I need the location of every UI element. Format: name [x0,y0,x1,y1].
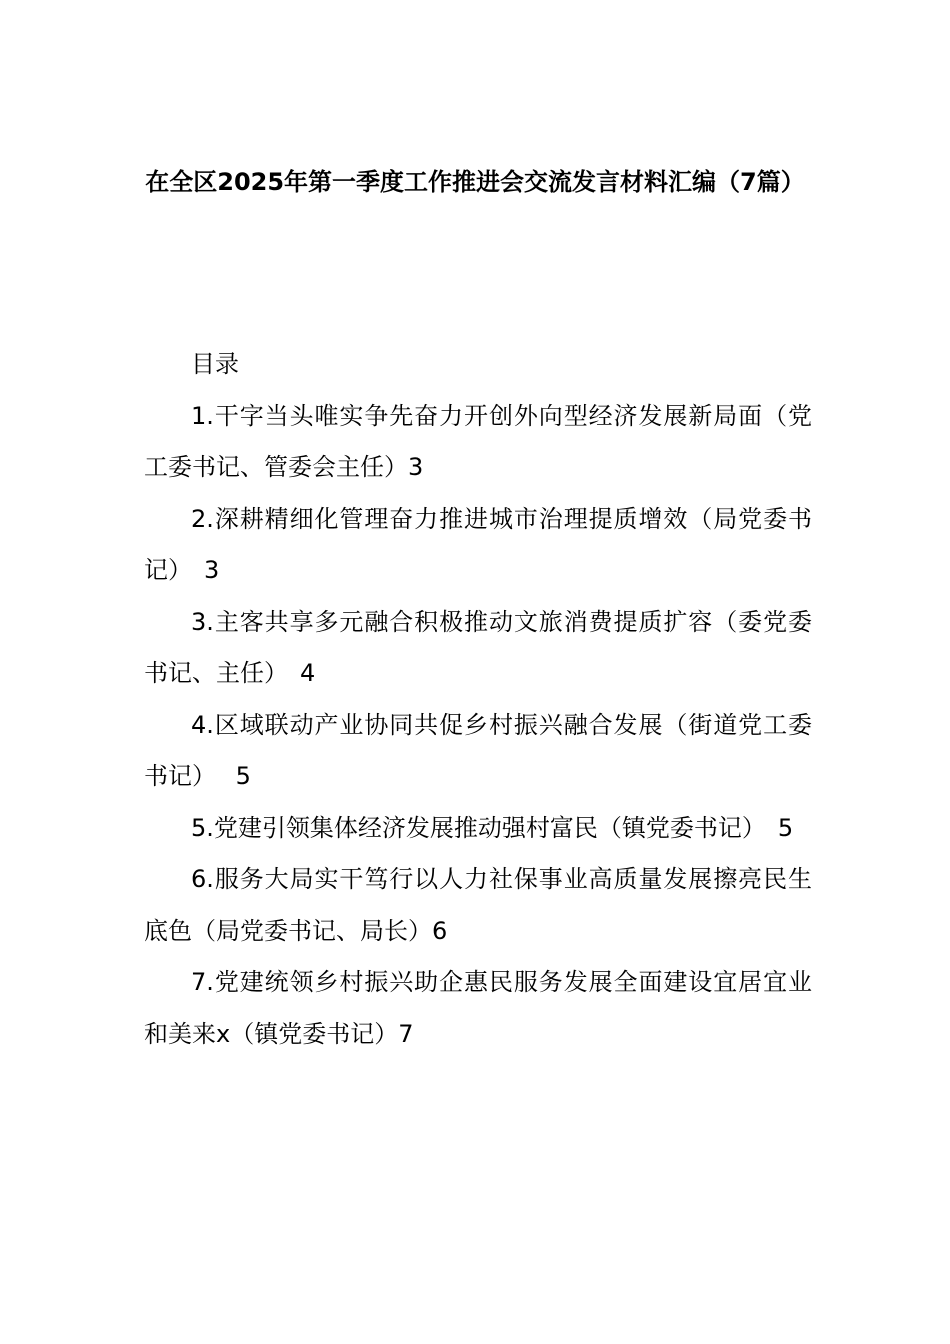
table-of-contents [144,339,812,1060]
toc-heading: 目录 [191,350,239,378]
toc-item-3: 3.主客共享多元融合积极推动文旅消费提质扩容（委党委书记、主任） 4 [144,607,812,687]
document-title: 在全区2025年第一季度工作推进会交流发言材料汇编（7篇） [145,168,805,196]
toc-item-7: 7.党建统领乡村振兴助企惠民服务发展全面建设宜居宜业和美来x（镇党委书记）7 [144,968,812,1048]
toc-item-1: 1.干字当头唯实争先奋力开创外向型经济发展新局面（党工委书记、管委会主任）3 [144,401,812,481]
toc-item-5: 5.党建引领集体经济发展推动强村富民（镇党委书记） 5 [191,813,794,842]
toc-item-2: 2.深耕精细化管理奋力推进城市治理提质增效（局党委书记） 3 [144,504,812,584]
toc-item-4: 4.区域联动产业协同共促乡村振兴融合发展（街道党工委书记） 5 [144,710,812,790]
toc-item-6: 6.服务大局实干笃行以人力社保事业高质量发展擦亮民生底色（局党委书记、局长）6 [144,865,812,945]
